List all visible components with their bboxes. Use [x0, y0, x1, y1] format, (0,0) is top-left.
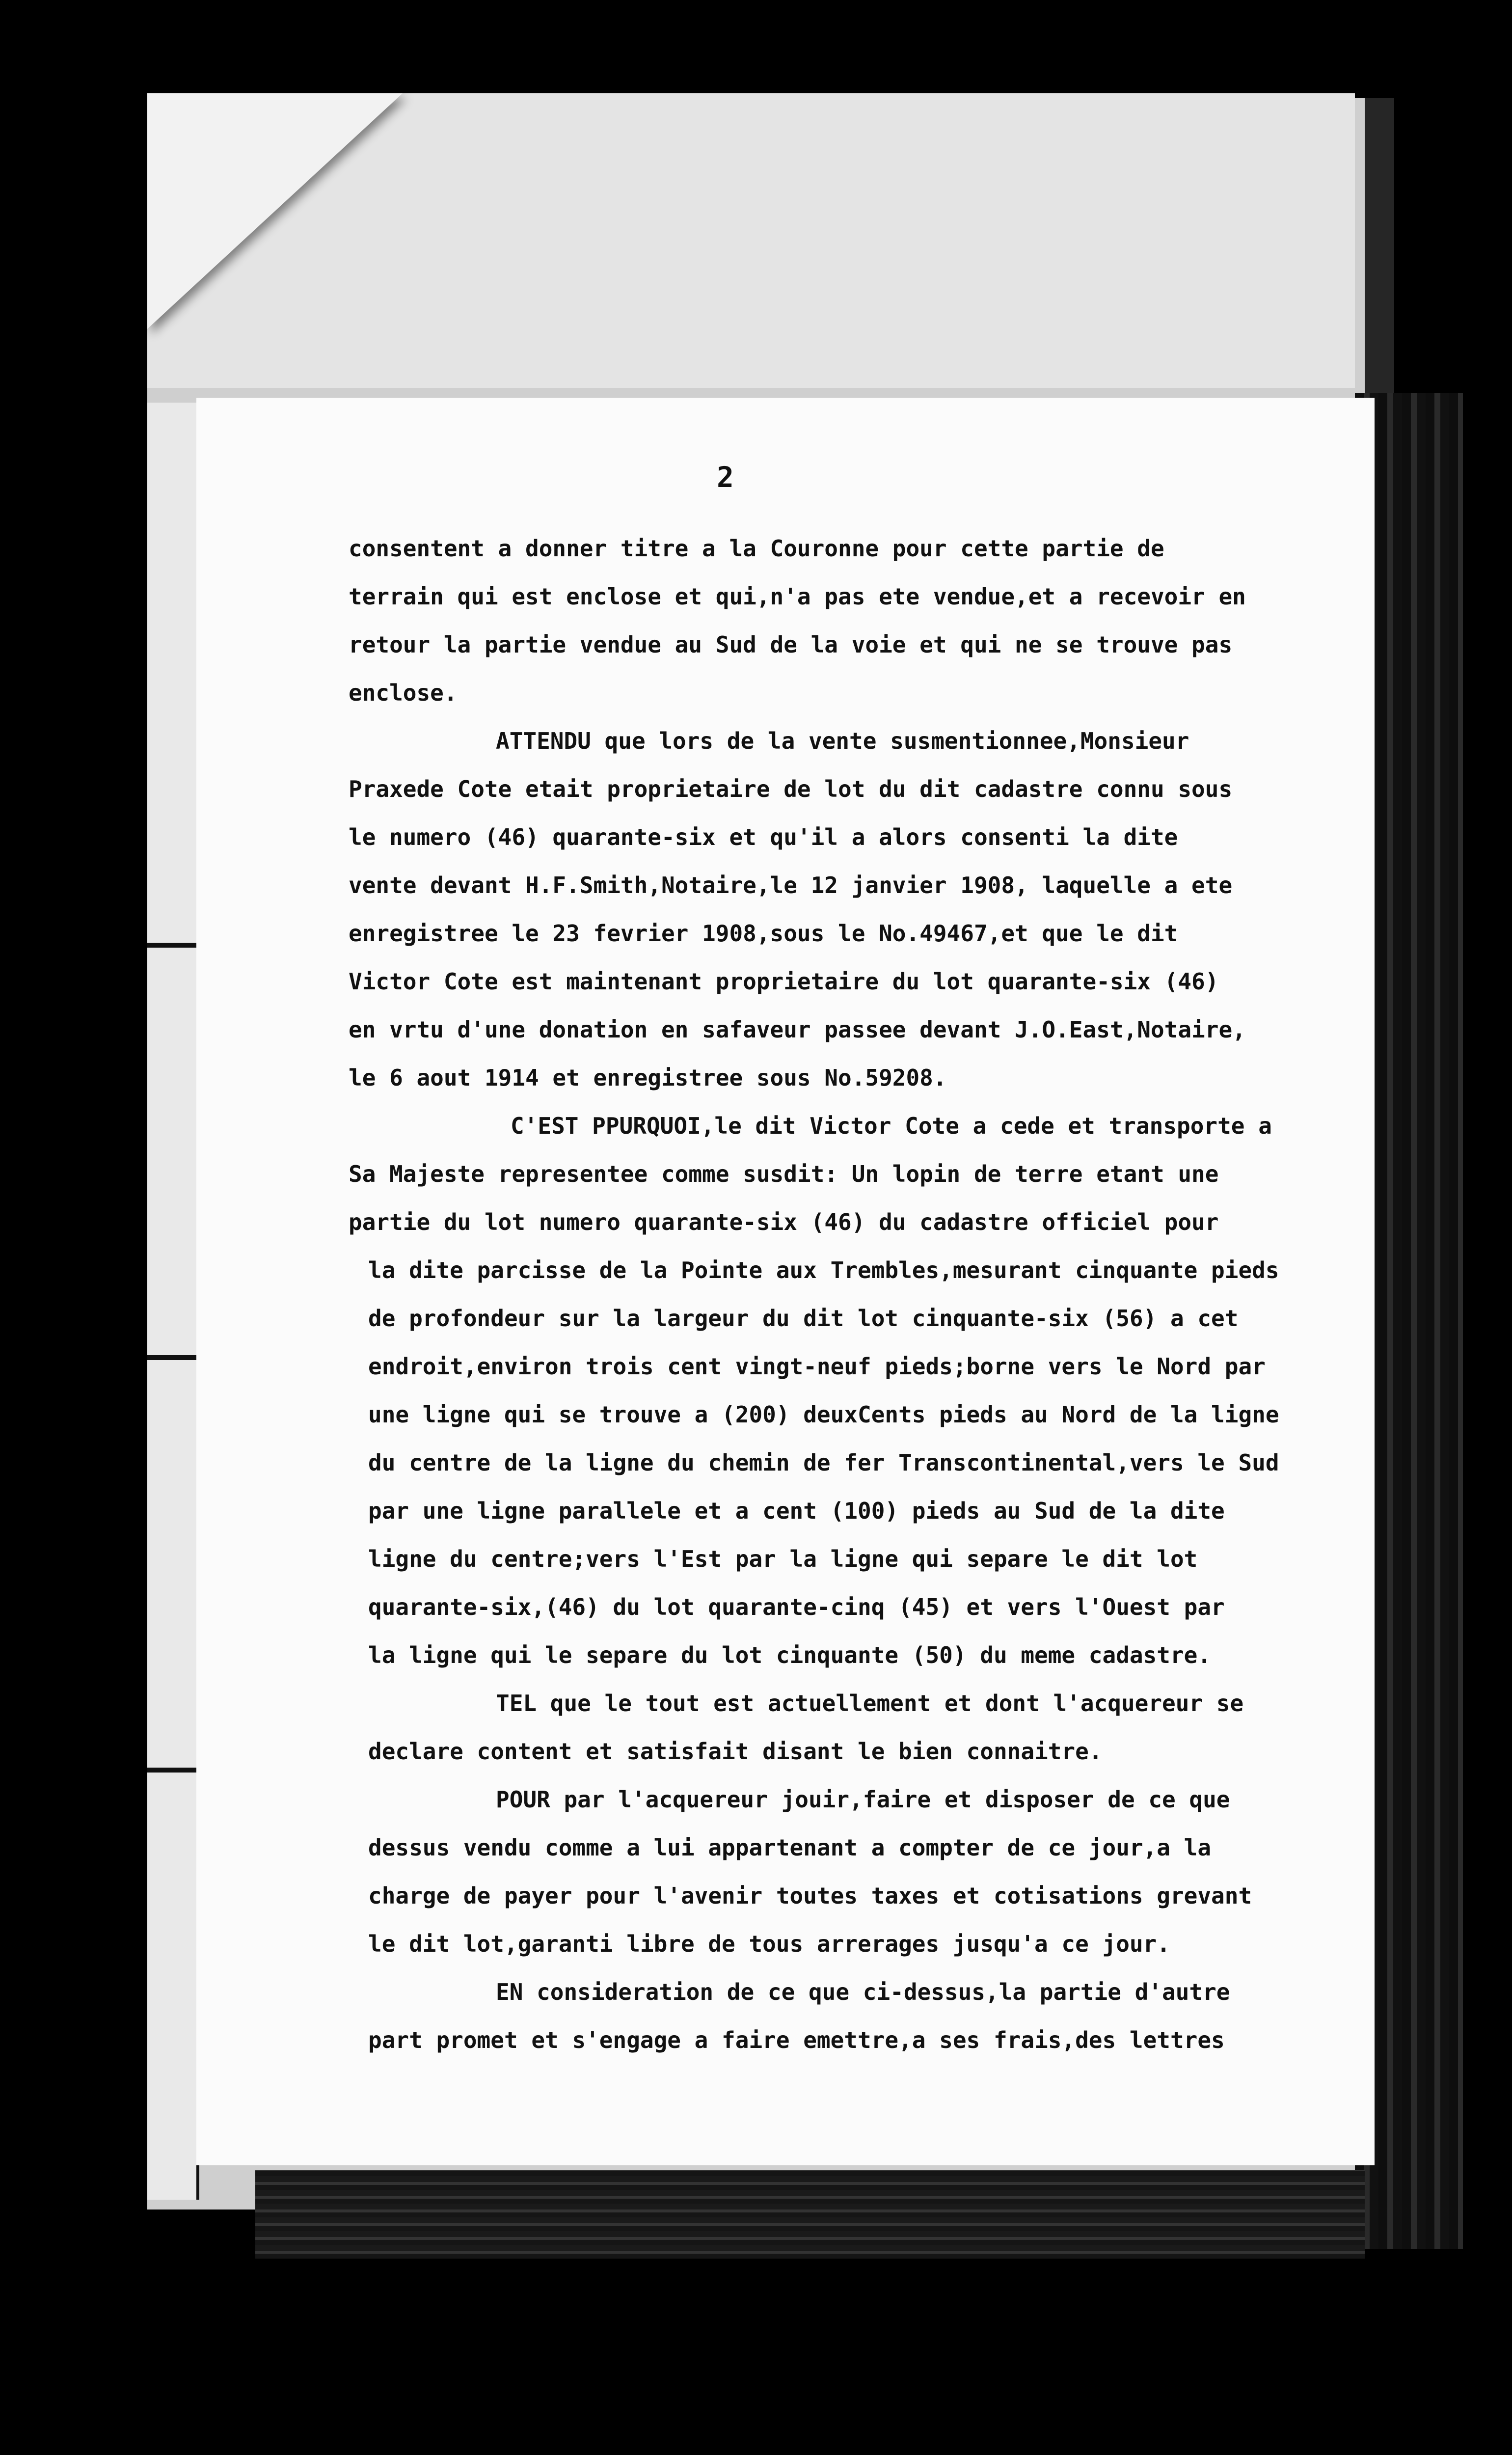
text-line: la ligne qui le separe du lot cinquante (50) du meme cadastre. [368, 1642, 1212, 1668]
text-line: POUR par l'acquereur jouir,faire et disposer de ce que [496, 1786, 1230, 1813]
text-line: declare content et satisfait disant le bien connaitre. [368, 1738, 1103, 1765]
text-line: une ligne qui se trouve a (200) deuxCents pieds au Nord de la ligne [368, 1401, 1279, 1428]
text-line: ligne du centre;vers l'Est par la ligne qui separe le dit lot [368, 1546, 1198, 1572]
document-page [196, 398, 1375, 2165]
text-line: du centre de la ligne du chemin de fer Transcontinental,vers le Sud [368, 1449, 1279, 1476]
text-line: Sa Majeste representee comme susdit: Un lopin de terre etant une [349, 1161, 1219, 1187]
text-line: en vrtu d'une donation en safaveur passee devant J.O.East,Notaire, [349, 1016, 1246, 1043]
text-line: le numero (46) quarante-six et qu'il a alors consenti la dite [349, 824, 1178, 850]
text-line: partie du lot numero quarante-six (46) du cadastre officiel pour [349, 1209, 1219, 1235]
text-line: ATTENDU que lors de la vente susmentionnee,Monsieur [496, 728, 1189, 754]
tab-divider [147, 1768, 196, 1773]
text-line: retour la partie vendue au Sud de la voie et qui ne se trouve pas [349, 631, 1233, 658]
text-line: endroit,environ trois cent vingt-neuf pieds;borne vers le Nord par [368, 1353, 1266, 1380]
text-line: par une ligne parallele et a cent (100) pieds au Sud de la dite [368, 1498, 1225, 1524]
text-line: Praxede Cote etait proprietaire de lot du dit cadastre connu sous [349, 776, 1233, 802]
text-line: part promet et s'engage a faire emettre,a ses frais,des lettres [368, 2027, 1225, 2053]
text-line: C'EST PPURQUOI,le dit Victor Cote a cede et transporte a [511, 1113, 1272, 1139]
text-line: la dite parcisse de la Pointe aux Trembles,mesurant cinquante pieds [368, 1257, 1279, 1283]
text-line: de profondeur sur la largeur du dit lot cinquante-six (56) a cet [368, 1305, 1239, 1332]
page-number: 2 [717, 461, 734, 494]
left-page-tabs [147, 403, 199, 2200]
text-line: EN consideration de ce que ci-dessus,la partie d'autre [496, 1979, 1230, 2005]
page-curl [147, 93, 403, 329]
text-line: charge de payer pour l'avenir toutes taxes et cotisations grevant [368, 1882, 1252, 1909]
text-line: Victor Cote est maintenant proprietaire du lot quarante-six (46) [349, 968, 1219, 995]
text-line: terrain qui est enclose et qui,n'a pas ete vendue,et a recevoir en [349, 583, 1246, 610]
text-line: le 6 aout 1914 et enregistree sous No.59208. [349, 1064, 947, 1091]
text-line: dessus vendu comme a lui appartenant a compter de ce jour,a la [368, 1834, 1212, 1861]
text-line: enregistree le 23 fevrier 1908,sous le No.49467,et que le dit [349, 920, 1178, 947]
text-line: enclose. [349, 680, 458, 706]
tab-divider [147, 1355, 196, 1360]
text-line: TEL que le tout est actuellement et dont l'acquereur se [496, 1690, 1244, 1717]
page-edges-bottom [255, 2170, 1365, 2259]
text-line: vente devant H.F.Smith,Notaire,le 12 janvier 1908, laquelle a ete [349, 872, 1233, 899]
text-line: quarante-six,(46) du lot quarante-cinq (45) et vers l'Ouest par [368, 1594, 1225, 1620]
text-line: consentent a donner titre a la Couronne pour cette partie de [349, 535, 1164, 562]
typed-body-text [349, 524, 1370, 2064]
text-line: le dit lot,garanti libre de tous arrerages jusqu'a ce jour. [368, 1931, 1170, 1957]
tab-divider [147, 943, 196, 948]
